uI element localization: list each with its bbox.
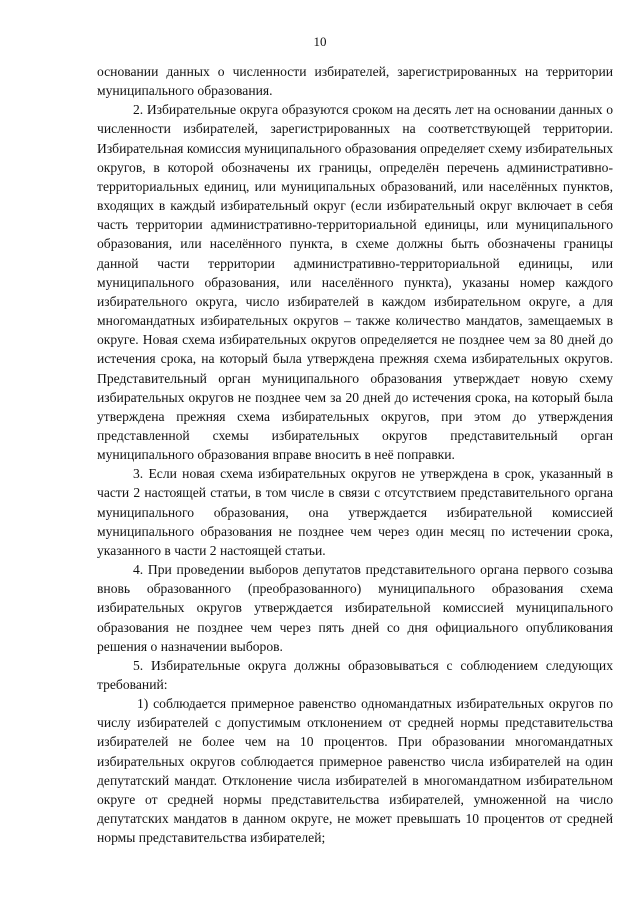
list-item-1: 1) соблюдается примерное равенство одномандатных избирательных округов по числу избирателей с допустимым отклонением от средней нормы представительства избирателей не более чем на 10 процентов. При образовании многомандатных избирательных округов соблюдается примерное равенство числа избирателей на один депутатский мандат. Отклонение числа избирателей в многомандатном избирательном округе от средней нормы представительства избирателей, умноженной на число депутатских мандатов в данном округе, не может превышать 10 процентов от средней нормы представительства избирателей;	[97, 696, 613, 846]
paragraph-continuation: основании данных о численности избирателей, зарегистрированных на территории муниципального образования.	[97, 64, 613, 99]
page-number: 10	[313, 34, 327, 49]
paragraph-part-3: 3. Если новая схема избирательных округов не утверждена в срок, указанный в части 2 настоящей статьи, в том числе в связи с отсутствием представительного органа муниципального образования, она утверждается избирательной комиссией муниципального образования не позднее чем через один месяц по истечении срока, указанного в части 2 настоящей статьи.	[97, 466, 613, 558]
paragraph-part-4: 4. При проведении выборов депутатов представительного органа первого созыва вновь образованного (преобразованного) муниципального образования схема избирательных округов утверждается избирательной комиссией муниципального образования не позднее чем через пять дней со дня официального опубликования решения о назначении выборов.	[97, 562, 613, 654]
document-body	[97, 62, 613, 847]
paragraph-part-2: 2. Избирательные округа образуются сроком на десять лет на основании данных о численности избирателей, зарегистрированных на соответствующей территории. Избирательная комиссия муниципального образования определяет схему избирательных округов, в которой обозначены их границы, определён перечень административно-территориальных единиц, или муниципальных образований, или населённых пунктов, входящих в каждый избирательный округ (если избирательный округ включает в себя часть территории административно-территориальной единицы, или муниципального образования, или населённого пункта, в схеме должны быть обозначены границы данной части территории административно-территориальной единицы, или муниципального образования, или населённого пункта), указаны номер каждого избирательного округа, число избирателей в каждом избирательном округе, а для многомандатных избирательных округов – также количество мандатов, замещаемых в округе. Новая схема избирательных округов определяется не позднее чем за 80 дней до истечения срока, на который была утверждена прежняя схема избирательных округов. Представительный орган муниципального образования утверждает новую схему избирательных округов не позднее чем за 20 дней до истечения срока, на который была утверждена прежняя схема избирательных округов, при этом до утверждения представленной схемы избирательных округов представительный орган муниципального образования вправе вносить в неё поправки.	[97, 102, 613, 463]
paragraph-part-5: 5. Избирательные округа должны образовываться с соблюдением следующих требований:	[97, 657, 613, 692]
